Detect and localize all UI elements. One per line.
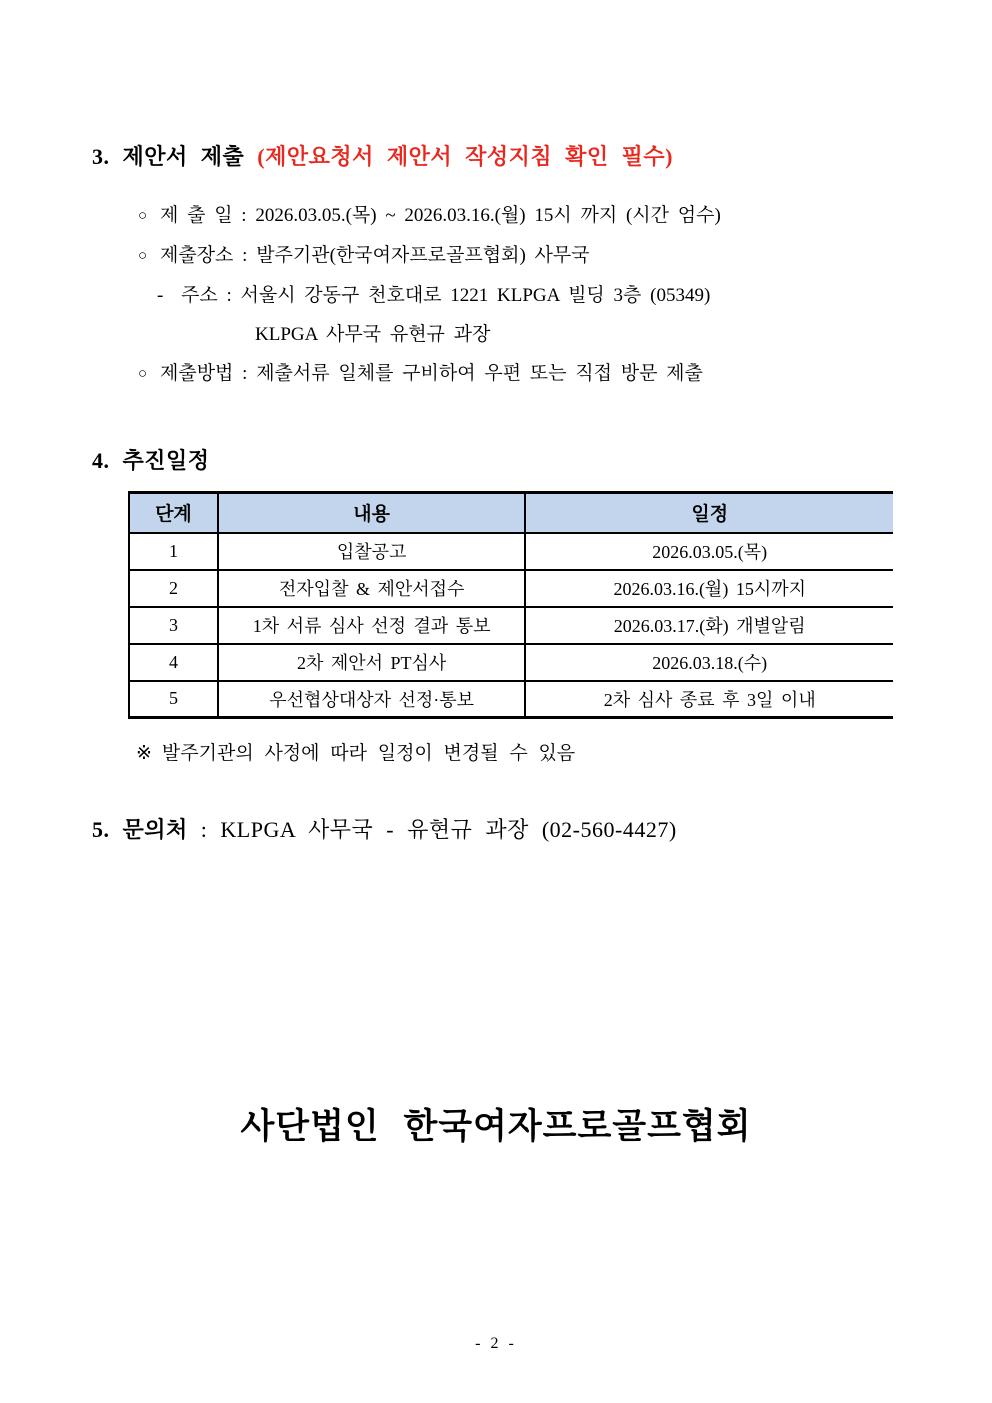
schedule-change-note-text: 발주기관의 사정에 따라 일정이 변경될 수 있음 xyxy=(161,743,576,764)
reference-mark-icon: ※ xyxy=(136,743,152,764)
submission-date-line xyxy=(138,196,900,236)
section-3-title: 3. 제안서 제출 xyxy=(92,144,258,169)
content-cell: 전자입찰 & 제안서접수 xyxy=(218,570,526,607)
column-header-date: 일정 xyxy=(525,493,893,533)
content-cell: 1차 서류 심사 선정 결과 통보 xyxy=(218,607,526,644)
address-text: 주소 : 서울시 강동구 천호대로 1221 KLPGA 빌딩 3층 (05349) xyxy=(181,285,711,306)
step-cell: 4 xyxy=(129,644,218,681)
section-4-title: 4. 추진일정 xyxy=(92,448,210,473)
date-cell: 2026.03.05.(목) xyxy=(525,533,893,570)
submission-date-text: 제 출 일 : 2026.03.05.(목) ~ 2026.03.16.(월) 15시 까지 (시간 엄수) xyxy=(160,205,721,226)
submission-place-line xyxy=(138,236,900,276)
schedule-header-row xyxy=(129,493,893,533)
section-proposal-submission xyxy=(92,142,900,394)
circle-bullet-icon: ○ xyxy=(138,366,148,382)
date-cell: 2026.03.16.(월) 15시까지 xyxy=(525,570,893,607)
submission-method-line xyxy=(138,354,900,394)
section-4-heading xyxy=(92,446,900,476)
step-cell: 3 xyxy=(129,607,218,644)
table-row xyxy=(129,681,893,718)
content-cell: 우선협상대상자 선정·통보 xyxy=(218,681,526,718)
submission-place-text: 제출장소 : 발주기관(한국여자프로골프협회) 사무국 xyxy=(160,245,590,266)
organization-name: 사단법인 한국여자프로골프협회 xyxy=(240,1107,752,1146)
address-continuation-line xyxy=(255,315,900,354)
section-3-detail-lines xyxy=(138,196,900,394)
table-row xyxy=(129,533,893,570)
step-cell: 2 xyxy=(129,570,218,607)
section-3-heading xyxy=(92,142,900,172)
section-schedule xyxy=(92,446,900,767)
content-cell: 입찰공고 xyxy=(218,533,526,570)
contact-info-text: : KLPGA 사무국 - 유현규 과장 (02-560-4427) xyxy=(187,817,677,842)
section-5-heading xyxy=(92,815,900,845)
table-row xyxy=(129,570,893,607)
table-row xyxy=(129,644,893,681)
column-header-step: 단계 xyxy=(129,493,218,533)
submission-method-text: 제출방법 : 제출서류 일체를 구비하여 우편 또는 직접 방문 제출 xyxy=(160,363,703,384)
date-cell: 2026.03.18.(수) xyxy=(525,644,893,681)
schedule-change-note xyxy=(136,741,900,767)
section-5-title: 5. 문의처 xyxy=(92,817,188,842)
date-cell: 2026.03.17.(화) 개별알림 xyxy=(525,607,893,644)
address-line xyxy=(157,276,900,315)
step-cell: 1 xyxy=(129,533,218,570)
schedule-table xyxy=(128,491,893,719)
section-contact xyxy=(92,815,900,845)
table-row xyxy=(129,607,893,644)
address-continuation-text: KLPGA 사무국 유현규 과장 xyxy=(255,324,491,345)
section-3-warning-red-text: (제안요청서 제안서 작성지침 확인 필수) xyxy=(257,144,673,169)
circle-bullet-icon: ○ xyxy=(138,248,148,264)
page-number: - 2 - xyxy=(475,1335,517,1352)
circle-bullet-icon: ○ xyxy=(138,208,148,224)
dash-bullet-icon: - xyxy=(157,285,164,306)
content-cell: 2차 제안서 PT심사 xyxy=(218,644,526,681)
date-cell: 2차 심사 종료 후 3일 이내 xyxy=(603,689,816,710)
step-cell: 5 xyxy=(129,681,218,718)
column-header-content: 내용 xyxy=(218,493,526,533)
